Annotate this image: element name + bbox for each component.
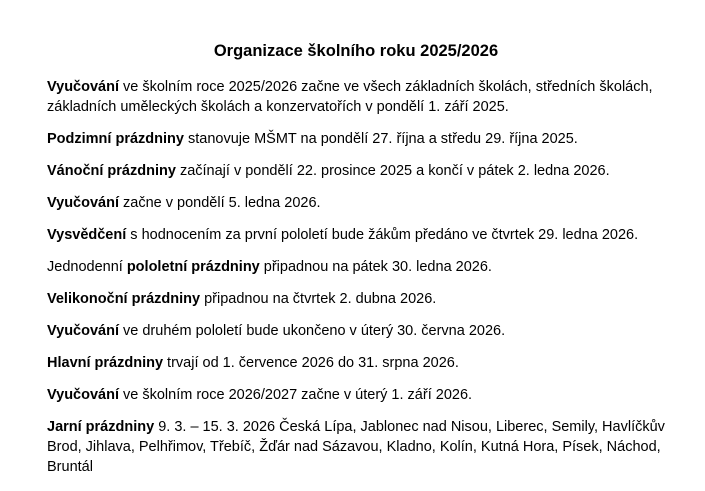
paragraph-text: začne v pondělí 5. ledna 2026. (119, 195, 321, 211)
paragraph-bold-term: Hlavní prázdniny (47, 355, 164, 371)
paragraph-classes-resume (47, 193, 665, 213)
paragraph-bold-term: Vyučování (47, 323, 119, 339)
paragraph-christmas-holidays (47, 161, 665, 181)
document-title: Organizace školního roku 2025/2026 (213, 42, 499, 60)
paragraph-text: ve školním roce 2025/2026 začne ve všech základních školách, středních školách, základních uměleckých školách a konzervatořích v pondělí 1. září 2025. (47, 79, 653, 115)
paragraph-easter-holidays (47, 289, 665, 309)
paragraph-prefix: Jednodenní (47, 259, 127, 275)
paragraph-bold-term: Velikonoční prázdniny (47, 291, 201, 307)
paragraph-text: trvají od 1. července 2026 do 31. srpna 2026. (163, 355, 459, 371)
paragraph-second-term-end (47, 321, 665, 341)
paragraph-text: začínají v pondělí 22. prosince 2025 a končí v pátek 2. ledna 2026. (175, 163, 610, 179)
paragraph-spring-holidays (47, 417, 665, 477)
paragraph-start-school-year (47, 77, 665, 117)
paragraph-half-term-holiday (47, 257, 665, 277)
paragraph-bold-term: Vánoční prázdniny (47, 163, 176, 179)
paragraph-bold-term: Vysvědčení (47, 227, 127, 243)
paragraph-text: ve druhém pololetí bude ukončeno v úterý 30. června 2026. (119, 323, 506, 339)
paragraph-text: stanovuje MŠMT na pondělí 27. října a středu 29. října 2025. (183, 131, 578, 147)
paragraph-bold-term: pololetní prázdniny (126, 259, 260, 275)
paragraph-text: s hodnocením za první pololetí bude žákům předáno ve čtvrtek 29. ledna 2026. (126, 227, 639, 243)
paragraph-bold-term: Vyučování (47, 387, 119, 403)
paragraph-bold-term: Vyučování (47, 79, 119, 95)
paragraph-text: připadnou na čtvrtek 2. dubna 2026. (200, 291, 437, 307)
paragraph-autumn-holidays (47, 129, 665, 149)
paragraph-text: ve školním roce 2026/2027 začne v úterý 1. září 2026. (119, 387, 473, 403)
paragraph-text: připadnou na pátek 30. ledna 2026. (259, 259, 492, 275)
paragraph-report-card (47, 225, 665, 245)
paragraph-bold-term: Vyučování (47, 195, 119, 211)
paragraph-next-school-year (47, 385, 665, 405)
paragraph-text: 9. 3. – 15. 3. 2026 Česká Lípa, Jablonec nad Nisou, Liberec, Semily, Havlíčkův Brod, Jihlava, Pelhřimov, Třebíč, Žďár nad Sázavou, Kladno, Kolín, Kutná Hora, Písek, Náchod, Bruntál (47, 419, 665, 475)
paragraph-summer-holidays (47, 353, 665, 373)
paragraph-bold-term: Jarní prázdniny (47, 419, 155, 435)
paragraph-bold-term: Podzimní prázdniny (47, 131, 184, 147)
